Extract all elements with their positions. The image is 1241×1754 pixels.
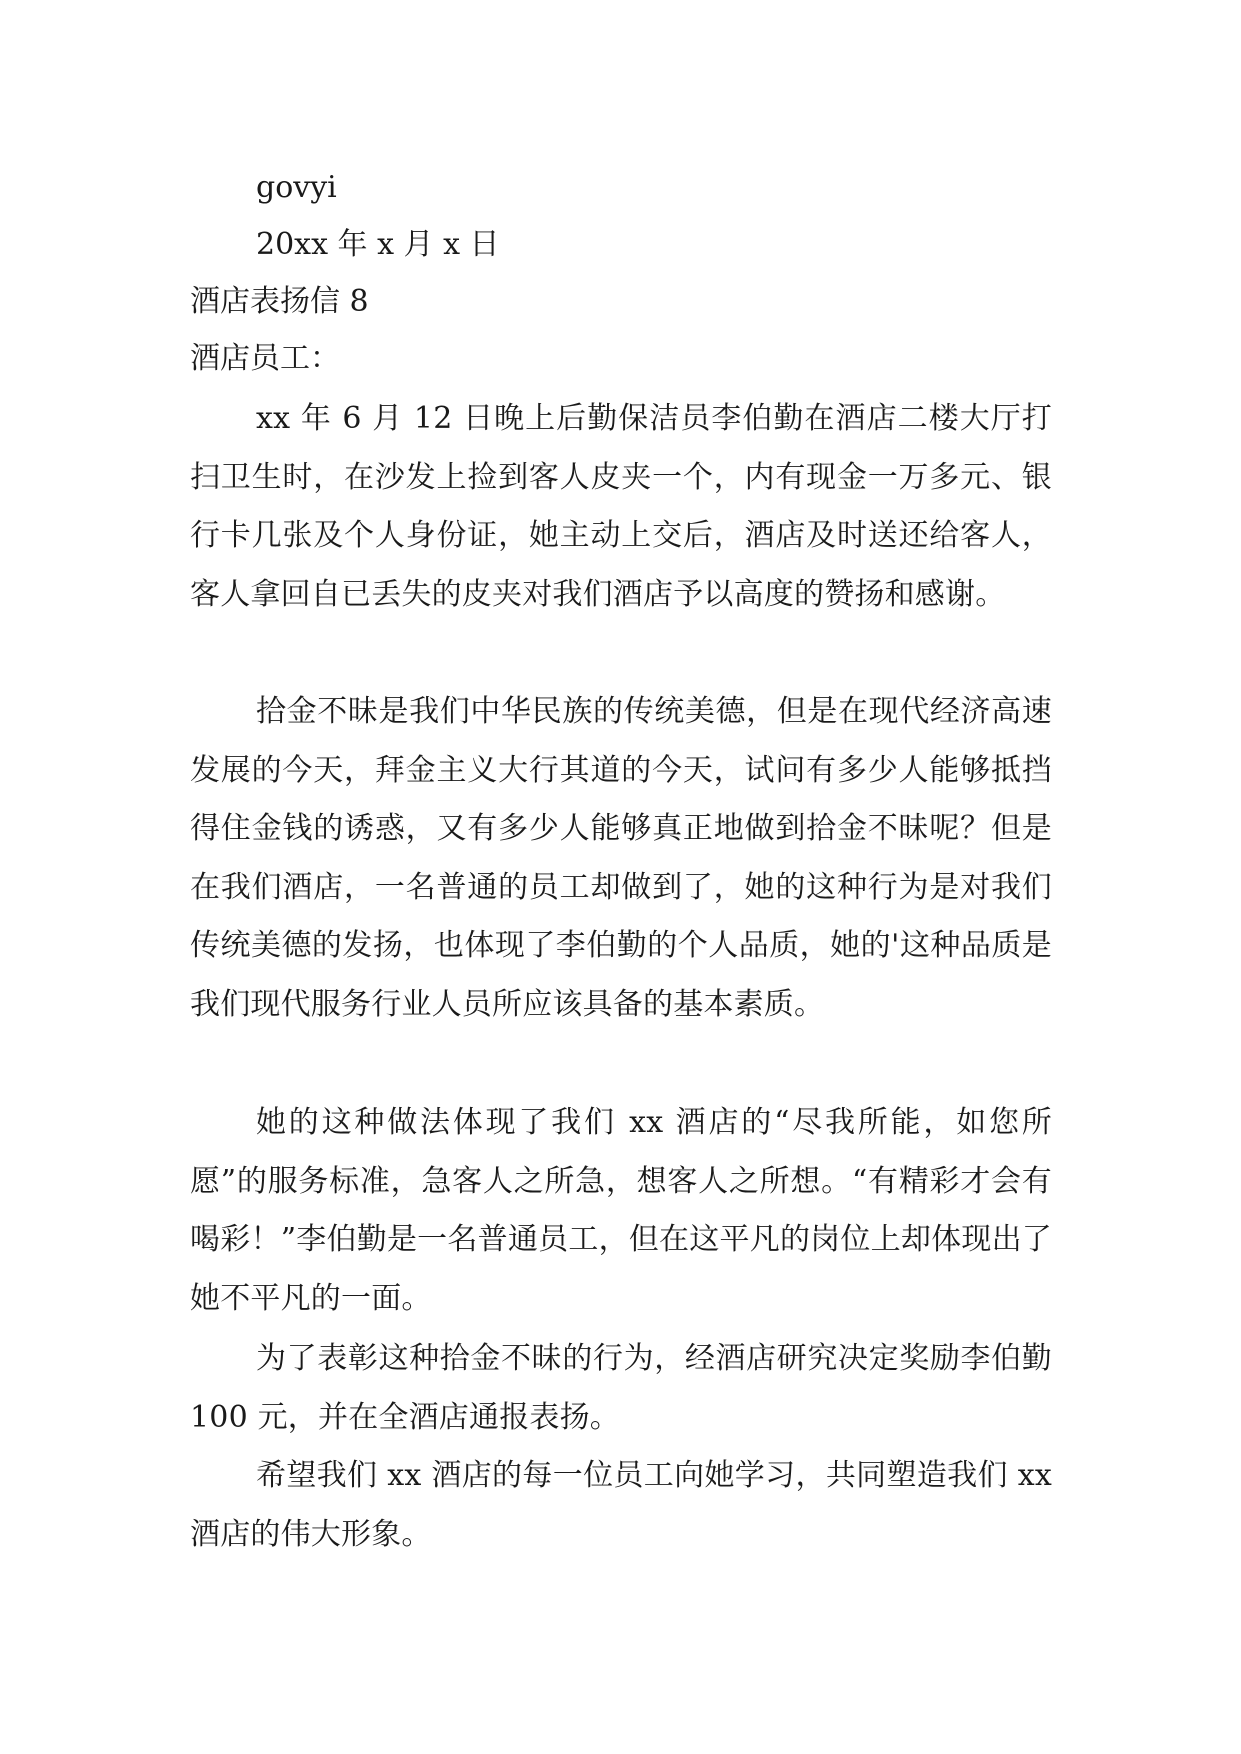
paragraph-3: 她的这种做法体现了我们 xx 酒店的“尽我所能，如您所愿”的服务标准，急客人之所急，想客人之所想。“有精彩才会有喝彩！”李伯勤是一名普通员工，但在这平凡的岗位上却体现出了她不平凡的一面。 [190, 1105, 1052, 1316]
paragraph-4: 为了表彰这种拾金不昧的行为，经酒店研究决定奖励李伯勤 100 元，并在全酒店通报表扬。 [190, 1341, 1052, 1435]
paragraph-2: 拾金不昧是我们中华民族的传统美德，但是在现代经济高速发展的今天，拜金主义大行其道的今天，试问有多少人能够抵挡得住金钱的诱惑，又有多少人能够真正地做到拾金不昧呢？但是在我们酒店，一名普通的员工却做到了，她的这种行为是对我们传统美德的发扬，也体现了李伯勤的个人品质，她的'这种品质是我们现代服务行业人员所应该具备的基本素质。 [190, 694, 1052, 1022]
salutation: 酒店员工： [190, 341, 340, 376]
letter-title: 酒店表扬信 8 [190, 284, 369, 319]
paragraph-1: xx 年 6 月 12 日晚上后勤保洁员李伯勤在酒店二楼大厅打扫卫生时，在沙发上捡到客人皮夹一个，内有现金一万多元、银行卡几张及个人身份证，她主动上交后，酒店及时送还给客人，客人拿回自已丢失的皮夹对我们酒店予以高度的赞扬和感谢。 [190, 401, 1052, 612]
date: 20xx 年 x 月 x 日 [256, 227, 500, 262]
signature: govyi [256, 170, 337, 205]
paragraph-5: 希望我们 xx 酒店的每一位员工向她学习，共同塑造我们 xx 酒店的伟大形象。 [190, 1458, 1052, 1552]
